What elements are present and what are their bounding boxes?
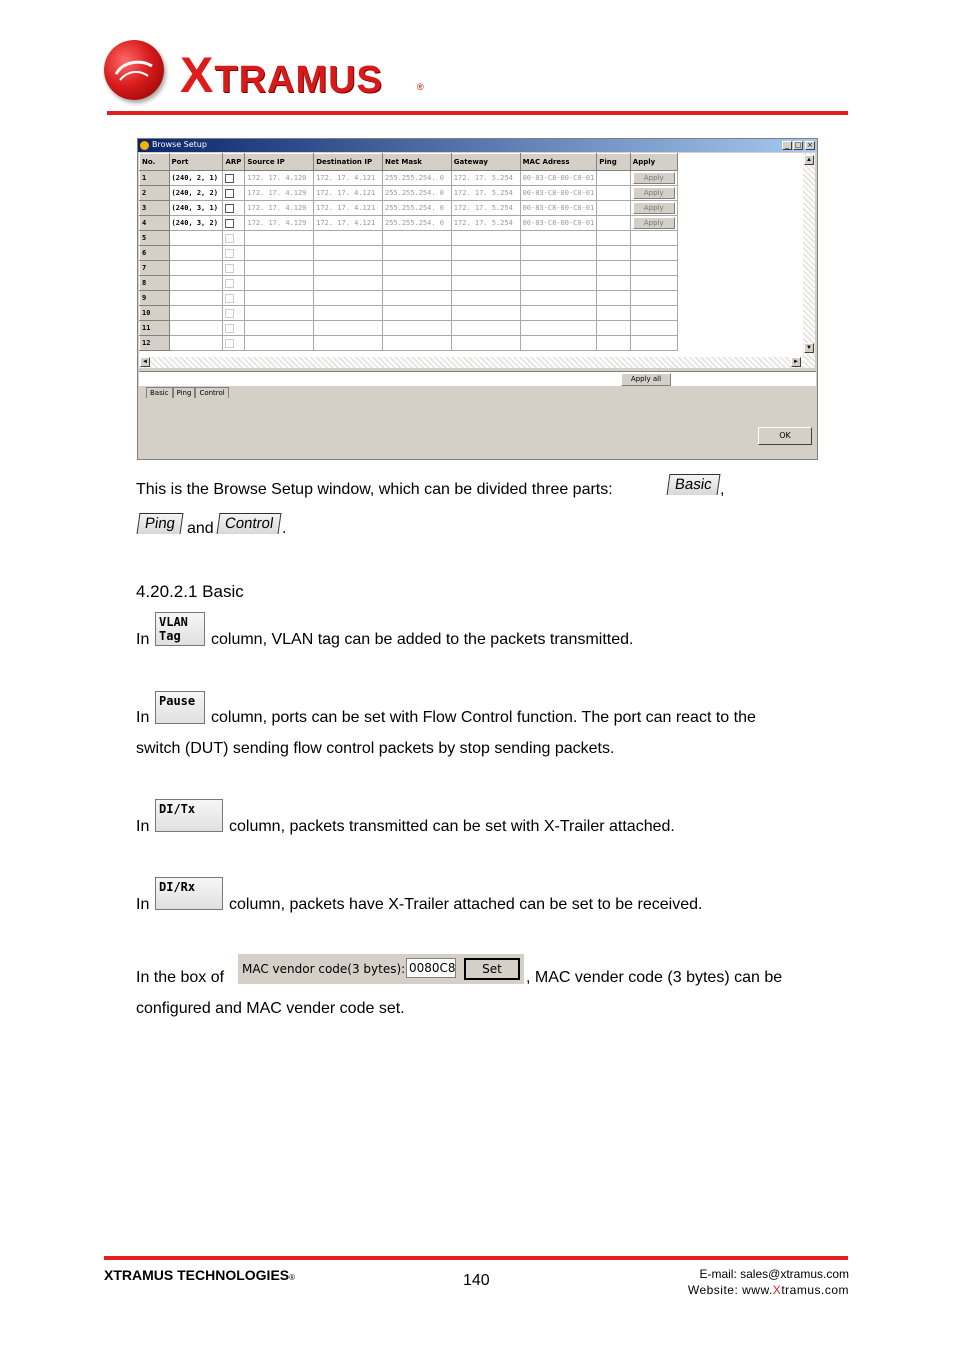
grid-cell[interactable]: 1: [140, 171, 170, 186]
mac-vendor-box-image: [238, 954, 524, 984]
grid-cell[interactable]: [314, 261, 383, 276]
minimize-button[interactable]: _: [782, 141, 792, 150]
dirx-text: column, packets have X-Trailer attached can be set to be received.: [229, 896, 703, 913]
grid-cell[interactable]: [223, 261, 245, 276]
grid-cell[interactable]: [597, 216, 631, 231]
grid-filler: [677, 186, 802, 201]
grid-cell[interactable]: [169, 246, 223, 261]
scroll-right-icon[interactable]: ►: [791, 357, 801, 367]
page-number: 140: [463, 1272, 490, 1289]
col-header[interactable]: Port: [169, 154, 223, 171]
grid-filler: [677, 216, 802, 231]
grid-cell[interactable]: [520, 336, 597, 351]
pause-text: column, ports can be set with Flow Control function. The port can react to the: [211, 709, 756, 726]
col-header[interactable]: Destination IP: [314, 154, 383, 171]
col-header[interactable]: Apply: [630, 154, 677, 171]
grid-cell[interactable]: [630, 306, 677, 321]
grid-cell[interactable]: [451, 246, 520, 261]
grid-cell[interactable]: [520, 261, 597, 276]
tab-control[interactable]: Control: [195, 387, 228, 398]
row-apply-button[interactable]: Apply: [633, 202, 675, 214]
col-header[interactable]: Net Mask: [382, 154, 451, 171]
grid-cell[interactable]: [169, 306, 223, 321]
grid-cell[interactable]: 00-83-C8-00-C0-01: [520, 201, 597, 216]
grid-cell[interactable]: [630, 291, 677, 306]
grid-cell[interactable]: [451, 231, 520, 246]
dirx-column-image: DI/Rx: [155, 877, 223, 910]
grid-cell[interactable]: [520, 276, 597, 291]
grid-cell[interactable]: 00-83-C8-00-C0-01: [520, 216, 597, 231]
grid-cell[interactable]: 10: [140, 306, 170, 321]
row-apply-button[interactable]: Apply: [633, 217, 675, 229]
grid-cell[interactable]: [314, 291, 383, 306]
grid-cell[interactable]: [597, 171, 631, 186]
grid-cell[interactable]: [223, 276, 245, 291]
grid-cell[interactable]: [382, 231, 451, 246]
arp-checkbox[interactable]: [225, 324, 234, 333]
grid-cell[interactable]: [630, 321, 677, 336]
grid-cell[interactable]: [597, 246, 631, 261]
col-header[interactable]: No.: [140, 154, 170, 171]
grid-filler: [677, 231, 802, 246]
grid-cell[interactable]: [630, 171, 677, 186]
grid-cell[interactable]: 8: [140, 276, 170, 291]
table-row: [140, 261, 803, 276]
arp-checkbox[interactable]: [225, 219, 234, 228]
arp-checkbox[interactable]: [225, 249, 234, 258]
pause-column-image: Pause: [155, 691, 205, 724]
grid-filler: [677, 291, 802, 306]
grid-cell[interactable]: [223, 171, 245, 186]
grid-cell[interactable]: 255.255.254. 0: [382, 186, 451, 201]
port-grid: [139, 153, 803, 368]
grid-cell[interactable]: [597, 291, 631, 306]
table-row: [140, 291, 803, 306]
grid-cell[interactable]: [630, 231, 677, 246]
grid-cell[interactable]: [223, 216, 245, 231]
grid-cell[interactable]: [223, 291, 245, 306]
grid-cell[interactable]: [597, 276, 631, 291]
grid-cell[interactable]: [223, 336, 245, 351]
grid-cell[interactable]: [245, 231, 314, 246]
footer-company: [104, 1267, 295, 1283]
arp-checkbox[interactable]: [225, 174, 234, 183]
grid-cell[interactable]: [169, 231, 223, 246]
grid-filler: [677, 246, 802, 261]
intro-and: and: [187, 520, 214, 537]
grid-cell[interactable]: [382, 291, 451, 306]
grid-cell[interactable]: 2: [140, 186, 170, 201]
vlan-btn-line1: VLAN: [159, 615, 188, 629]
pause-text-2: switch (DUT) sending flow control packets by stop sending packets.: [136, 740, 615, 757]
intro-line: [136, 480, 613, 500]
table-row: [140, 231, 803, 246]
grid-cell[interactable]: [382, 261, 451, 276]
grid-cell[interactable]: 9: [140, 291, 170, 306]
grid-filler: [677, 261, 802, 276]
grid-cell[interactable]: 11: [140, 321, 170, 336]
scroll-left-icon[interactable]: ◄: [140, 357, 150, 367]
table-row: [140, 306, 803, 321]
grid-cell[interactable]: [314, 321, 383, 336]
grid-cell[interactable]: [630, 186, 677, 201]
grid-cell[interactable]: 12: [140, 336, 170, 351]
ditx-in: In: [136, 818, 150, 835]
col-header[interactable]: MAC Adress: [520, 154, 597, 171]
table-row: [140, 186, 803, 201]
app-icon: [140, 141, 149, 150]
intro-comma: ,: [720, 481, 725, 498]
grid-cell[interactable]: 255.255.254. 0: [382, 171, 451, 186]
grid-cell[interactable]: 172. 17. 4.129: [245, 216, 314, 231]
logo-wordmark: XTRAMUS: [180, 47, 383, 103]
grid-filler: [677, 336, 802, 351]
grid-cell[interactable]: (240, 2, 2): [169, 186, 223, 201]
logo-swirl-icon: [114, 58, 154, 84]
footer-contact: [688, 1266, 849, 1298]
grid-cell[interactable]: 172. 17. 4.129: [245, 186, 314, 201]
grid-cell[interactable]: [223, 246, 245, 261]
grid-cell[interactable]: [597, 261, 631, 276]
arp-checkbox[interactable]: [225, 294, 234, 303]
grid-cell[interactable]: [520, 306, 597, 321]
window-title: Browse Setup: [152, 140, 207, 149]
grid-cell[interactable]: [630, 216, 677, 231]
dirx-in: In: [136, 896, 150, 913]
grid-cell[interactable]: 172. 17. 4.121: [314, 186, 383, 201]
grid-cell[interactable]: [597, 231, 631, 246]
arp-checkbox[interactable]: [225, 279, 234, 288]
maximize-button[interactable]: □: [794, 141, 802, 149]
ok-button[interactable]: OK: [758, 427, 812, 445]
arp-checkbox[interactable]: [225, 234, 234, 243]
horizontal-scrollbar[interactable]: [139, 357, 803, 368]
grid-filler: [677, 201, 802, 216]
table-row: [140, 216, 803, 231]
grid-cell[interactable]: [597, 321, 631, 336]
grid-cell[interactable]: [520, 291, 597, 306]
footer-email: E-mail: sales@xtramus.com: [699, 1267, 849, 1281]
website-prefix: Website: www.: [687, 1283, 773, 1297]
arp-checkbox[interactable]: [225, 264, 234, 273]
arp-checkbox[interactable]: [225, 309, 234, 318]
grid-cell[interactable]: [520, 246, 597, 261]
grid-cell[interactable]: [245, 246, 314, 261]
scroll-up-icon[interactable]: ▲: [804, 155, 814, 165]
table-row: [140, 171, 803, 186]
grid-cell[interactable]: 172. 17. 5.254: [451, 201, 520, 216]
apply-all-bar: [139, 371, 816, 386]
grid-cell[interactable]: [382, 306, 451, 321]
grid-cell[interactable]: 172. 17. 5.254: [451, 216, 520, 231]
company-reg: ®: [289, 1273, 296, 1282]
vlan-btn-line2: Tag: [159, 629, 181, 643]
website-suffix: tramus.com: [781, 1283, 849, 1297]
grid-cell[interactable]: 6: [140, 246, 170, 261]
mac-intro: In the box of: [136, 969, 225, 986]
grid-cell[interactable]: [382, 321, 451, 336]
tab-ping[interactable]: Ping: [173, 387, 196, 398]
logo-registered-mark: ®: [417, 82, 424, 92]
grid-cell[interactable]: [223, 201, 245, 216]
control-tab-image: Control: [217, 513, 282, 534]
grid-cell[interactable]: [169, 291, 223, 306]
grid-cell[interactable]: [520, 321, 597, 336]
grid-cell[interactable]: [630, 261, 677, 276]
table-row: [140, 201, 803, 216]
grid-cell[interactable]: [382, 246, 451, 261]
grid-cell[interactable]: [314, 231, 383, 246]
grid-cell[interactable]: [245, 306, 314, 321]
grid-cell[interactable]: [314, 336, 383, 351]
grid-cell[interactable]: [223, 231, 245, 246]
arp-checkbox[interactable]: [225, 339, 234, 348]
grid-cell[interactable]: (240, 3, 1): [169, 201, 223, 216]
grid-cell[interactable]: [630, 276, 677, 291]
window-titlebar: [138, 139, 817, 152]
grid-cell[interactable]: [245, 261, 314, 276]
grid-cell[interactable]: 172. 17. 4.121: [314, 201, 383, 216]
grid-cell[interactable]: [597, 336, 631, 351]
grid-cell[interactable]: [451, 306, 520, 321]
col-header[interactable]: Gateway: [451, 154, 520, 171]
grid-filler: [677, 321, 802, 336]
footer-rule: [104, 1256, 848, 1260]
grid-cell[interactable]: [169, 336, 223, 351]
table-row: [140, 321, 803, 336]
arp-checkbox[interactable]: [225, 189, 234, 198]
intro-period: .: [282, 520, 287, 537]
grid-cell[interactable]: [630, 201, 677, 216]
grid-cell[interactable]: 172. 17. 4.120: [245, 171, 314, 186]
grid-cell[interactable]: [382, 276, 451, 291]
grid-cell[interactable]: [314, 276, 383, 291]
grid-cell[interactable]: 7: [140, 261, 170, 276]
row-apply-button[interactable]: Apply: [633, 187, 675, 199]
grid-cell[interactable]: 00-83-C8-00-C0-01: [520, 186, 597, 201]
grid-cell[interactable]: [169, 321, 223, 336]
table-row: [140, 276, 803, 291]
grid-cell[interactable]: [451, 321, 520, 336]
row-apply-button[interactable]: Apply: [633, 172, 675, 184]
grid-cell[interactable]: [597, 306, 631, 321]
grid-cell[interactable]: 172. 17. 5.254: [451, 171, 520, 186]
grid-cell[interactable]: 172. 17. 5.254: [451, 186, 520, 201]
table-row: [140, 246, 803, 261]
section-heading: 4.20.2.1 Basic: [136, 582, 244, 601]
grid-cell[interactable]: 255.255.254. 0: [382, 201, 451, 216]
grid-cell[interactable]: [169, 276, 223, 291]
grid-filler: [677, 306, 802, 321]
grid-cell[interactable]: [630, 246, 677, 261]
grid-filler: [677, 276, 802, 291]
grid-cell[interactable]: 00-83-C8-00-C0-01: [520, 171, 597, 186]
scroll-down-icon[interactable]: ▼: [804, 343, 814, 353]
grid-cell[interactable]: 255.255.254. 0: [382, 216, 451, 231]
grid-cell[interactable]: 172. 17. 4.121: [314, 216, 383, 231]
grid-cell[interactable]: [223, 321, 245, 336]
window-tabs: [146, 387, 229, 398]
grid-cell[interactable]: [520, 231, 597, 246]
ping-tab-image: Ping: [137, 513, 184, 534]
grid-cell[interactable]: [245, 276, 314, 291]
ditx-text: column, packets transmitted can be set with X-Trailer attached.: [229, 818, 675, 835]
close-button[interactable]: ×: [805, 141, 815, 150]
grid-cell[interactable]: [597, 201, 631, 216]
mac-text: , MAC vender code (3 bytes) can be: [526, 969, 783, 986]
apply-all-button[interactable]: Apply all: [621, 373, 671, 386]
vertical-scrollbar[interactable]: [803, 153, 815, 368]
col-header[interactable]: Source IP: [245, 154, 314, 171]
grid-cell[interactable]: 5: [140, 231, 170, 246]
grid-cell[interactable]: [597, 186, 631, 201]
grid-cell[interactable]: [314, 246, 383, 261]
company-name: XTRAMUS TECHNOLOGIES: [104, 1267, 290, 1283]
browse-setup-window: [137, 138, 818, 460]
table-row: [140, 336, 803, 351]
mac-text-2: configured and MAC vender code set.: [136, 1000, 405, 1017]
grid-cell[interactable]: [451, 291, 520, 306]
grid-cell[interactable]: (240, 2, 1): [169, 171, 223, 186]
col-header[interactable]: ARP: [223, 154, 245, 171]
grid-cell[interactable]: 4: [140, 216, 170, 231]
grid-filler: [677, 171, 802, 186]
grid-cell[interactable]: [382, 336, 451, 351]
grid-cell[interactable]: 172. 17. 4.120: [245, 201, 314, 216]
grid-cell[interactable]: [451, 276, 520, 291]
mac-vendor-label: MAC vendor code(3 bytes):: [242, 962, 406, 976]
grid-cell[interactable]: [245, 321, 314, 336]
grid-cell[interactable]: [451, 336, 520, 351]
arp-checkbox[interactable]: [225, 204, 234, 213]
vlan-tag-column-image: [155, 612, 205, 646]
pause-in: In: [136, 709, 150, 726]
intro-text: This is the Browse Setup window, which can be divided three parts:: [136, 481, 613, 498]
website-x: X: [772, 1283, 782, 1297]
grid-cell[interactable]: (240, 3, 2): [169, 216, 223, 231]
vlan-in: In: [136, 631, 150, 648]
mac-vendor-input: 0080C8: [406, 958, 456, 978]
col-header[interactable]: Ping: [597, 154, 631, 171]
grid-cell[interactable]: [245, 291, 314, 306]
grid-cell[interactable]: 172. 17. 4.121: [314, 171, 383, 186]
grid-header-row: [140, 154, 803, 171]
grid-cell[interactable]: [223, 186, 245, 201]
grid-cell[interactable]: [451, 261, 520, 276]
grid-cell[interactable]: [169, 261, 223, 276]
ditx-column-image: DI/Tx: [155, 799, 223, 832]
grid-cell[interactable]: [314, 306, 383, 321]
mac-set-button: Set: [464, 958, 520, 980]
header-rule: [107, 111, 848, 115]
grid-filler: [677, 154, 802, 171]
grid-cell[interactable]: [630, 336, 677, 351]
basic-tab-image: Basic: [667, 474, 721, 495]
footer-website: [688, 1282, 849, 1298]
grid-cell[interactable]: 3: [140, 201, 170, 216]
grid-cell[interactable]: [245, 336, 314, 351]
tab-basic[interactable]: Basic: [146, 387, 173, 398]
grid-cell[interactable]: [223, 306, 245, 321]
vlan-text: column, VLAN tag can be added to the packets transmitted.: [211, 631, 634, 648]
